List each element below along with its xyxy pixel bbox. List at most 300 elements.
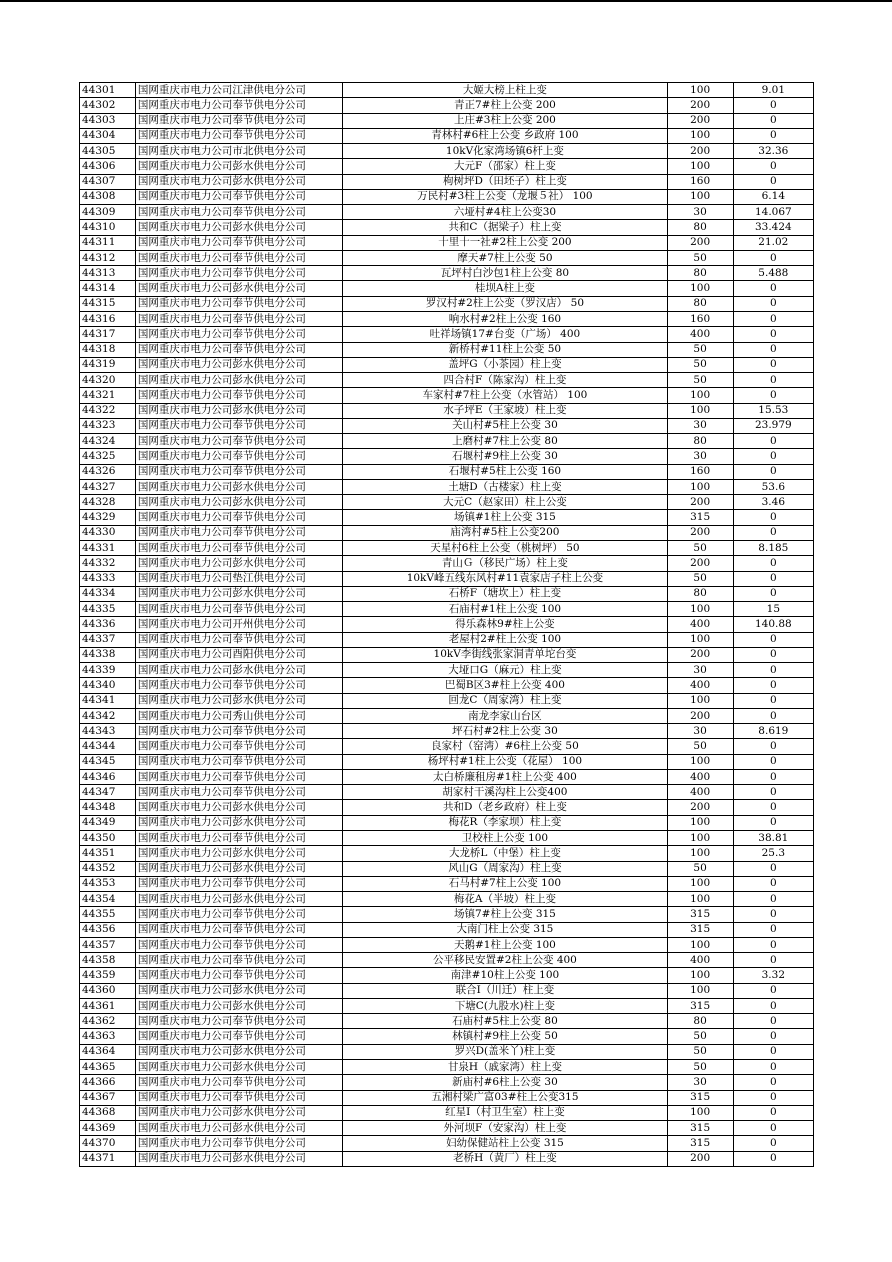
value-cell: 0 [733,281,813,296]
capacity-cell: 200 [667,113,733,128]
row-id-cell: 44340 [80,678,136,693]
transformer-name-cell: 青山Ｇ（移民广场）柱上变 [343,556,667,571]
transformer-name-cell: 大元F（邵家）柱上变 [343,159,667,174]
table-row [80,1044,814,1059]
capacity-cell: 100 [667,281,733,296]
transformer-name-cell: 10kV化家湾场镇6杆上变 [343,144,667,159]
row-id-cell: 44353 [80,876,136,891]
table-row [80,342,814,357]
row-id-cell: 44320 [80,373,136,388]
capacity-cell: 50 [667,540,733,555]
company-cell: 国网重庆市电力公司奉节供电分公司 [135,113,342,128]
company-cell: 国网重庆市电力公司奉节供电分公司 [135,876,342,891]
transformer-name-cell: 盖坪G（小茶园）柱上变 [343,357,667,372]
transformer-name-cell: 甘泉H（戚家湾）柱上变 [343,1060,667,1075]
company-cell: 国网重庆市电力公司奉节供电分公司 [135,342,342,357]
capacity-cell: 315 [667,1136,733,1151]
capacity-cell: 50 [667,571,733,586]
table-row [80,525,814,540]
value-cell: 0 [733,678,813,693]
company-cell: 国网重庆市电力公司奉节供电分公司 [135,449,342,464]
capacity-cell: 30 [667,663,733,678]
transformer-name-cell: 良家村（窑湾）#6柱上公变 50 [343,739,667,754]
capacity-cell: 100 [667,403,733,418]
company-cell: 国网重庆市电力公司开州供电分公司 [135,617,342,632]
transformer-name-cell: 水子坪E（王家坡）柱上变 [343,403,667,418]
company-cell: 国网重庆市电力公司奉节供电分公司 [135,769,342,784]
row-id-cell: 44368 [80,1105,136,1120]
row-id-cell: 44357 [80,937,136,952]
row-id-cell: 44321 [80,388,136,403]
capacity-cell: 100 [667,602,733,617]
value-cell: 0 [733,510,813,525]
value-cell: 0 [733,754,813,769]
transformer-name-cell: 枸树坪D（田坯子）柱上变 [343,174,667,189]
value-cell: 0 [733,1029,813,1044]
row-id-cell: 44354 [80,892,136,907]
table-row [80,769,814,784]
transformer-name-cell: 太白桥廉租房#1柱上公变 400 [343,769,667,784]
value-cell: 0 [733,739,813,754]
table-row [80,708,814,723]
table-row [80,205,814,220]
company-cell: 国网重庆市电力公司彭水供电分公司 [135,357,342,372]
row-id-cell: 44330 [80,525,136,540]
table-row [80,586,814,601]
company-cell: 国网重庆市电力公司酉阳供电分公司 [135,647,342,662]
value-cell: 0 [733,708,813,723]
company-cell: 国网重庆市电力公司奉节供电分公司 [135,968,342,983]
row-id-cell: 44323 [80,418,136,433]
row-id-cell: 44315 [80,296,136,311]
row-id-cell: 44327 [80,479,136,494]
row-id-cell: 44355 [80,907,136,922]
capacity-cell: 80 [667,1014,733,1029]
row-id-cell: 44312 [80,250,136,265]
transformer-name-cell: 土塘D（古楼家）柱上变 [343,479,667,494]
table-row [80,556,814,571]
table-row [80,632,814,647]
row-id-cell: 44371 [80,1151,136,1166]
value-cell: 32.36 [733,144,813,159]
table-row [80,724,814,739]
capacity-cell: 200 [667,1151,733,1166]
transformer-name-cell: 大龙桥L（中堡）柱上变 [343,846,667,861]
company-cell: 国网重庆市电力公司奉节供电分公司 [135,739,342,754]
company-cell: 国网重庆市电力公司奉节供电分公司 [135,205,342,220]
table-row [80,83,814,98]
transformer-name-cell: 梅花A（半坡）柱上变 [343,892,667,907]
row-id-cell: 44322 [80,403,136,418]
row-id-cell: 44343 [80,724,136,739]
transformer-name-cell: 石桥F（塘坎上）柱上变 [343,586,667,601]
capacity-cell: 200 [667,525,733,540]
capacity-cell: 100 [667,83,733,98]
transformer-name-cell: 大元C（赵家田）柱上公变 [343,495,667,510]
transformer-name-cell: 青林村#6柱上公变 乡政府 100 [343,128,667,143]
row-id-cell: 44366 [80,1075,136,1090]
capacity-cell: 400 [667,953,733,968]
capacity-cell: 200 [667,98,733,113]
row-id-cell: 44302 [80,98,136,113]
capacity-cell: 100 [667,189,733,204]
row-id-cell: 44358 [80,953,136,968]
capacity-cell: 80 [667,586,733,601]
table-row [80,983,814,998]
table-row [80,1121,814,1136]
table-row [80,617,814,632]
capacity-cell: 100 [667,846,733,861]
company-cell: 国网重庆市电力公司奉节供电分公司 [135,678,342,693]
value-cell: 0 [733,449,813,464]
table-row [80,800,814,815]
value-cell: 0 [733,128,813,143]
transformer-name-cell: 上磨村#7柱上公变 80 [343,434,667,449]
value-cell: 53.6 [733,479,813,494]
row-id-cell: 44367 [80,1090,136,1105]
row-id-cell: 44345 [80,754,136,769]
company-cell: 国网重庆市电力公司彭水供电分公司 [135,586,342,601]
row-id-cell: 44350 [80,831,136,846]
row-id-cell: 44310 [80,220,136,235]
row-id-cell: 44324 [80,434,136,449]
capacity-cell: 400 [667,617,733,632]
table-row [80,1105,814,1120]
value-cell: 0 [733,663,813,678]
transformer-name-cell: 石堰村#9柱上公变 30 [343,449,667,464]
table-row [80,418,814,433]
capacity-cell: 100 [667,968,733,983]
row-id-cell: 44316 [80,311,136,326]
transformer-name-cell: 六垭村#4柱上公变30 [343,205,667,220]
row-id-cell: 44308 [80,189,136,204]
value-cell: 0 [733,1075,813,1090]
transformer-name-cell: 上庄#3柱上公变 200 [343,113,667,128]
company-cell: 国网重庆市电力公司奉节供电分公司 [135,540,342,555]
table-row [80,357,814,372]
transformer-name-cell: 天鹅#1柱上公变 100 [343,937,667,952]
company-cell: 国网重庆市电力公司奉节供电分公司 [135,266,342,281]
value-cell: 3.32 [733,968,813,983]
table-row [80,663,814,678]
company-cell: 国网重庆市电力公司奉节供电分公司 [135,922,342,937]
table-row [80,1136,814,1151]
row-id-cell: 44370 [80,1136,136,1151]
company-cell: 国网重庆市电力公司奉节供电分公司 [135,953,342,968]
transformer-name-cell: 共和D（老乡政府）柱上变 [343,800,667,815]
capacity-cell: 400 [667,327,733,342]
company-cell: 国网重庆市电力公司奉节供电分公司 [135,724,342,739]
value-cell: 0 [733,525,813,540]
company-cell: 国网重庆市电力公司彭水供电分公司 [135,373,342,388]
company-cell: 国网重庆市电力公司彭水供电分公司 [135,815,342,830]
transformer-name-cell: 巴蜀B区3#柱上公变 400 [343,678,667,693]
capacity-cell: 100 [667,479,733,494]
row-id-cell: 44346 [80,769,136,784]
transformer-name-cell: 公平移民安置#2柱上公变 400 [343,953,667,968]
transformer-name-cell: 摩天#7柱上公变 50 [343,250,667,265]
table-row [80,815,814,830]
value-cell: 0 [733,892,813,907]
capacity-cell: 100 [667,831,733,846]
company-cell: 国网重庆市电力公司彭水供电分公司 [135,983,342,998]
capacity-cell: 100 [667,388,733,403]
table-row [80,495,814,510]
table-row [80,235,814,250]
capacity-cell: 50 [667,373,733,388]
table-row [80,968,814,983]
company-cell: 国网重庆市电力公司彭水供电分公司 [135,281,342,296]
company-cell: 国网重庆市电力公司彭水供电分公司 [135,495,342,510]
company-cell: 国网重庆市电力公司奉节供电分公司 [135,388,342,403]
row-id-cell: 44356 [80,922,136,937]
capacity-cell: 160 [667,464,733,479]
capacity-cell: 30 [667,205,733,220]
table-row [80,1090,814,1105]
top-rule [0,0,892,2]
table-row [80,113,814,128]
row-id-cell: 44336 [80,617,136,632]
transformer-table [79,82,814,1167]
company-cell: 国网重庆市电力公司市北供电分公司 [135,144,342,159]
capacity-cell: 30 [667,724,733,739]
value-cell: 0 [733,388,813,403]
value-cell: 9.01 [733,83,813,98]
table-row [80,373,814,388]
capacity-cell: 400 [667,678,733,693]
capacity-cell: 50 [667,861,733,876]
row-id-cell: 44313 [80,266,136,281]
row-id-cell: 44306 [80,159,136,174]
transformer-name-cell: 青正7#柱上公变 200 [343,98,667,113]
table-row [80,296,814,311]
value-cell: 8.619 [733,724,813,739]
value-cell: 0 [733,693,813,708]
value-cell: 0 [733,953,813,968]
transformer-name-cell: 10kV李街线张家洞青单坨台变 [343,647,667,662]
transformer-name-cell: 石马村#7柱上公变 100 [343,876,667,891]
company-cell: 国网重庆市电力公司彭水供电分公司 [135,403,342,418]
capacity-cell: 400 [667,769,733,784]
row-id-cell: 44347 [80,785,136,800]
table-row [80,937,814,952]
company-cell: 国网重庆市电力公司奉节供电分公司 [135,785,342,800]
capacity-cell: 315 [667,922,733,937]
company-cell: 国网重庆市电力公司奉节供电分公司 [135,250,342,265]
value-cell: 23.979 [733,418,813,433]
transformer-name-cell: 桂坝A柱上变 [343,281,667,296]
row-id-cell: 44325 [80,449,136,464]
row-id-cell: 44363 [80,1029,136,1044]
transformer-name-cell: 回龙C（周家湾）柱上变 [343,693,667,708]
row-id-cell: 44339 [80,663,136,678]
row-id-cell: 44351 [80,846,136,861]
capacity-cell: 100 [667,754,733,769]
value-cell: 0 [733,785,813,800]
value-cell: 0 [733,586,813,601]
transformer-name-cell: 响水村#2柱上公变 160 [343,311,667,326]
company-cell: 国网重庆市电力公司奉节供电分公司 [135,189,342,204]
company-cell: 国网重庆市电力公司奉节供电分公司 [135,1014,342,1029]
row-id-cell: 44303 [80,113,136,128]
value-cell: 140.88 [733,617,813,632]
value-cell: 0 [733,769,813,784]
company-cell: 国网重庆市电力公司奉节供电分公司 [135,235,342,250]
company-cell: 国网重庆市电力公司彭水供电分公司 [135,220,342,235]
value-cell: 0 [733,1014,813,1029]
company-cell: 国网重庆市电力公司彭水供电分公司 [135,1060,342,1075]
transformer-name-cell: 车家村#7柱上公变（水管站） 100 [343,388,667,403]
capacity-cell: 50 [667,1044,733,1059]
capacity-cell: 315 [667,1121,733,1136]
row-id-cell: 44341 [80,693,136,708]
capacity-cell: 100 [667,693,733,708]
transformer-name-cell: 卫校柱上公变 100 [343,831,667,846]
row-id-cell: 44338 [80,647,136,662]
row-id-cell: 44361 [80,998,136,1013]
transformer-name-cell: 石庙村#5柱上公变 80 [343,1014,667,1029]
row-id-cell: 44360 [80,983,136,998]
capacity-cell: 100 [667,128,733,143]
row-id-cell: 44311 [80,235,136,250]
capacity-cell: 100 [667,1105,733,1120]
capacity-cell: 30 [667,418,733,433]
capacity-cell: 315 [667,998,733,1013]
table-row [80,98,814,113]
transformer-name-cell: 红星I（村卫生室）柱上变 [343,1105,667,1120]
value-cell: 0 [733,357,813,372]
table-row [80,266,814,281]
value-cell: 5.488 [733,266,813,281]
capacity-cell: 200 [667,708,733,723]
value-cell: 0 [733,571,813,586]
transformer-name-cell: 石庙村#1柱上公变 100 [343,602,667,617]
company-cell: 国网重庆市电力公司秀山供电分公司 [135,708,342,723]
table-row [80,754,814,769]
company-cell: 国网重庆市电力公司江津供电分公司 [135,83,342,98]
value-cell: 0 [733,983,813,998]
company-cell: 国网重庆市电力公司奉节供电分公司 [135,1136,342,1151]
table-row [80,602,814,617]
row-id-cell: 44332 [80,556,136,571]
transformer-name-cell: 吐祥场镇17#台变（广场） 400 [343,327,667,342]
value-cell: 0 [733,1044,813,1059]
row-id-cell: 44369 [80,1121,136,1136]
table-row [80,281,814,296]
row-id-cell: 44349 [80,815,136,830]
transformer-name-cell: 大南门柱上公变 315 [343,922,667,937]
table-row [80,388,814,403]
transformer-name-cell: 林镇村#9柱上公变 50 [343,1029,667,1044]
company-cell: 国网重庆市电力公司奉节供电分公司 [135,128,342,143]
row-id-cell: 44326 [80,464,136,479]
value-cell: 0 [733,296,813,311]
value-cell: 0 [733,998,813,1013]
table-row [80,1151,814,1166]
capacity-cell: 400 [667,785,733,800]
company-cell: 国网重庆市电力公司奉节供电分公司 [135,754,342,769]
table-row [80,739,814,754]
capacity-cell: 50 [667,1029,733,1044]
table-row [80,510,814,525]
table-row [80,449,814,464]
value-cell: 0 [733,556,813,571]
capacity-cell: 100 [667,159,733,174]
company-cell: 国网重庆市电力公司奉节供电分公司 [135,296,342,311]
company-cell: 国网重庆市电力公司彭水供电分公司 [135,479,342,494]
transformer-name-cell: 老屋村2#柱上公变 100 [343,632,667,647]
capacity-cell: 30 [667,449,733,464]
value-cell: 15.53 [733,403,813,418]
transformer-name-cell: 杨坪村#1柱上公变（花屋） 100 [343,754,667,769]
row-id-cell: 44365 [80,1060,136,1075]
company-cell: 国网重庆市电力公司彭水供电分公司 [135,861,342,876]
table-row [80,250,814,265]
company-cell: 国网重庆市电力公司奉节供电分公司 [135,1075,342,1090]
value-cell: 0 [733,922,813,937]
company-cell: 国网重庆市电力公司彭水供电分公司 [135,693,342,708]
value-cell: 38.81 [733,831,813,846]
table-row [80,189,814,204]
table-row [80,953,814,968]
value-cell: 0 [733,1136,813,1151]
value-cell: 0 [733,800,813,815]
value-cell: 0 [733,464,813,479]
capacity-cell: 50 [667,1060,733,1075]
company-cell: 国网重庆市电力公司彭水供电分公司 [135,663,342,678]
table-row [80,220,814,235]
row-id-cell: 44329 [80,510,136,525]
row-id-cell: 44309 [80,205,136,220]
capacity-cell: 100 [667,632,733,647]
company-cell: 国网重庆市电力公司奉节供电分公司 [135,327,342,342]
value-cell: 0 [733,113,813,128]
capacity-cell: 30 [667,1075,733,1090]
row-id-cell: 44318 [80,342,136,357]
table-row [80,892,814,907]
transformer-name-cell: 罗兴D(盖米丫)柱上变 [343,1044,667,1059]
transformer-name-cell: 五湘村梁广富03#柱上公变315 [343,1090,667,1105]
transformer-name-cell: 下塘C(九股水)柱上变 [343,998,667,1013]
row-id-cell: 44319 [80,357,136,372]
table-row [80,678,814,693]
transformer-name-cell: 风山G（周家沟）柱上变 [343,861,667,876]
transformer-name-cell: 庙湾村#5柱上公变200 [343,525,667,540]
capacity-cell: 200 [667,556,733,571]
value-cell: 0 [733,1121,813,1136]
transformer-name-cell: 大垭口G（麻元）柱上变 [343,663,667,678]
value-cell: 0 [733,159,813,174]
value-cell: 3.46 [733,495,813,510]
table-row [80,846,814,861]
value-cell: 15 [733,602,813,617]
capacity-cell: 80 [667,434,733,449]
capacity-cell: 50 [667,250,733,265]
transformer-name-cell: 天星村6柱上公变（桃树坪） 50 [343,540,667,555]
transformer-name-cell: 联合I（川迁）柱上变 [343,983,667,998]
capacity-cell: 50 [667,342,733,357]
transformer-name-cell: 瓦坪村白沙包1柱上公变 80 [343,266,667,281]
table-row [80,464,814,479]
row-id-cell: 44342 [80,708,136,723]
value-cell: 8.185 [733,540,813,555]
transformer-name-cell: 胡家村干溪沟柱上公变400 [343,785,667,800]
company-cell: 国网重庆市电力公司垫江供电分公司 [135,571,342,586]
value-cell: 0 [733,861,813,876]
company-cell: 国网重庆市电力公司奉节供电分公司 [135,418,342,433]
table-row [80,327,814,342]
transformer-name-cell: 万民村#3柱上公变（龙堰５社） 100 [343,189,667,204]
